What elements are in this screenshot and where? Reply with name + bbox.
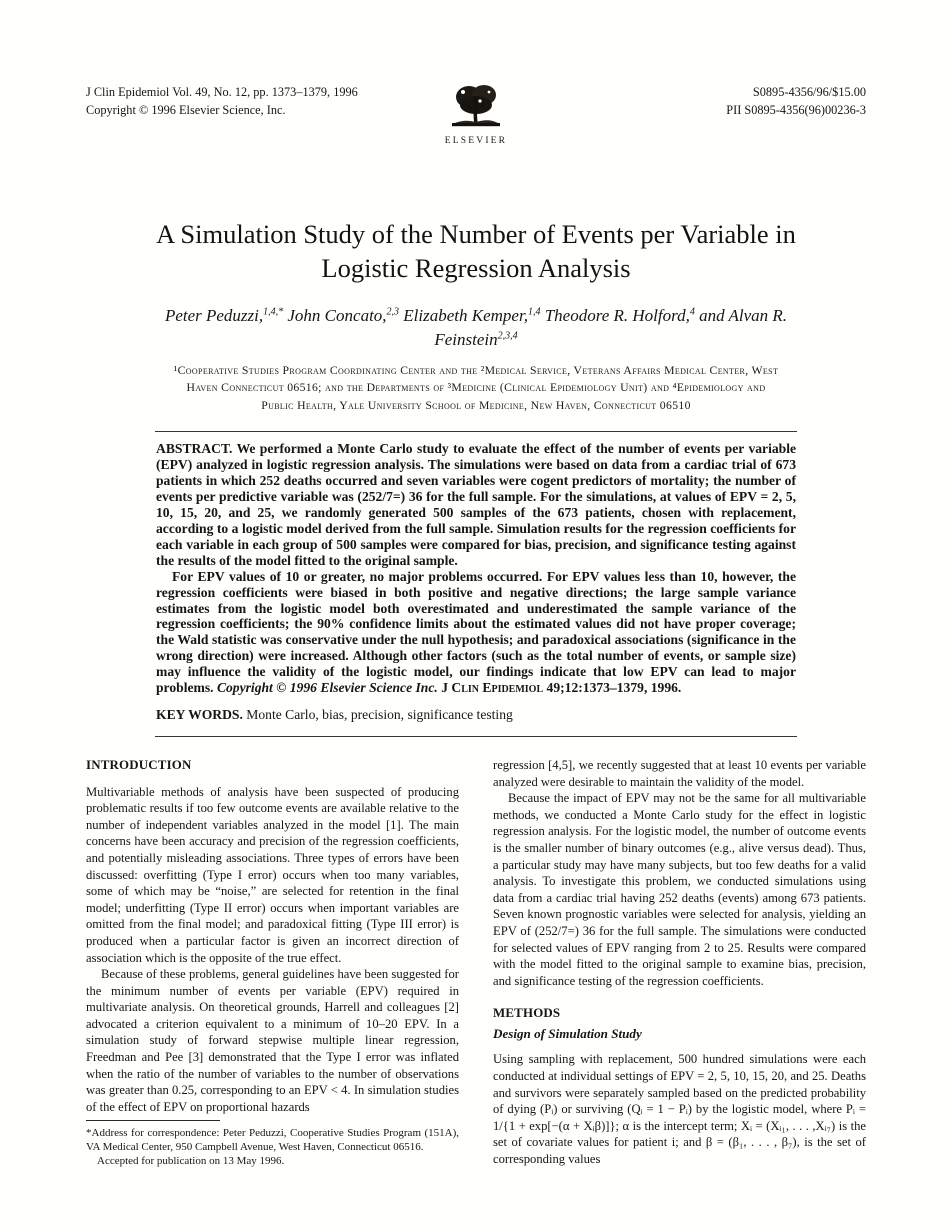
issn-line: S0895-4356/96/$15.00 [752, 85, 866, 99]
authors-line [146, 304, 806, 353]
abstract-paragraph-2 [156, 569, 796, 696]
author-superscript: 2,3 [386, 305, 400, 317]
elsevier-tree-icon [449, 82, 503, 135]
publisher-name: ELSEVIER [444, 136, 508, 146]
article-title [86, 218, 866, 286]
methods-subheading: Design of Simulation Study [493, 1025, 642, 1041]
masthead-left [86, 84, 358, 146]
keywords-text: Monte Carlo, bias, precision, significance testing [242, 706, 513, 722]
methods-paragraph-1: Using sampling with replacement, 500 hundred simulations were each conducted at individual settings of EPV = 2, 5, 10, 15, 20, and 25. Deaths and survivors were separately sampled based on the predicted probability of dying (Pᵢ) or surviving (Qᵢ = 1 − Pᵢ) by the logistic model, where Pᵢ = 1/{1 + exp[−(α + Xᵢβ)]}; α is the intercept term; Xᵢ = (Xᵢ₁, . . . ,Xᵢ₇) is the set of covariate values for patient i; and β = (β₁, . . . , β₇), is the set of corresponding values [493, 1052, 866, 1167]
author [399, 306, 540, 325]
author-name: Elizabeth Kemper, [399, 305, 528, 325]
introduction-heading: INTRODUCTION [86, 757, 192, 772]
introduction-paragraph-2: Because of these problems, general guidelines have been suggested for the minimum number of events per variable (EPV) required in multivariate analysis. On theoretical grounds, Harrell and colleagues [2] advocated a criterion equivalent to a minimum of 10–20 EPV. In a simulation study of forward stepwise multiple linear regression, Freedman and Pee [3] demonstrated that the Type I error was inflated when the ratio of the number of variables to the number of observations was greater than 0.25, corresponding to an EPV < 4. In simulation studies of the effect of EPV on proportional hazards [86, 967, 459, 1114]
affiliations: ¹Cooperative Studies Program Coordinating Center and the ²Medical Service, Veterans Affairs Medical Center, West Haven Connecticut 06516; and the Departments of ³Medicine (Clinical Epidemiology Unit) and ⁴Epidemiology and Public Health, Yale University School of Medicine, New Haven, Connecticut 06510 [173, 363, 779, 412]
left-column [86, 757, 459, 1169]
abstract-section [155, 431, 797, 737]
title-line-1: A Simulation Study of the Number of Events per Variable in [156, 219, 796, 249]
keywords-line [156, 707, 796, 723]
author-superscript: 1,4 [527, 305, 541, 317]
author [165, 306, 283, 325]
abstract-label: ABSTRACT. [156, 441, 233, 457]
introduction-paragraph-1: Multivariable methods of analysis have been suspected of producing problematic results if too few outcome events are available relative to the number of independent variables analyzed in the model [1]. The main concerns have been accuracy and precision of the regression coefficients, and potentially misleading associations. Three types of errors have been discussed: overfitting (Type I error) occurs when too many variables, some of which may be “noise,” are selected for retention in the final model; underfitting (Type II error) occurs when important variables are omitted from the final model; and paradoxical fitting (Type III error) is produced when a particular factor is given an incorrect direction of association which is the opposite of the true effect. [86, 784, 459, 965]
abstract-paragraph-1 [156, 441, 796, 568]
masthead-right [726, 84, 866, 146]
body-columns [86, 757, 866, 1169]
abstract-citation: J Clin Epidemiol 49;12:1373–1379, 1996. [437, 680, 682, 696]
abstract-text-1: We performed a Monte Carlo study to evaluate the effect of the number of events per variable (EPV) analyzed in logistic regression analysis. The simulations were based on data from a cardiac trial of 673 patients in which 252 deaths occurred and seven variables were cogent predictors of mortality; the number of events per predictive variable was (252/7=) 36 for the full sample. For the simulations, at values of EPV = 2, 5, 10, 15, 20, and 25, we randomly generated 500 samples of the 673 patients, chosen with replacement, according to a logistic model derived from the full sample. Simulation results for the regression coefficients for each variable in each group of 500 samples were compared for bias, precision, and significance testing against the results of the model fitted to the original sample. [156, 441, 797, 568]
footnote-rule [86, 1120, 220, 1121]
footnote [86, 1115, 459, 1169]
introduction-paragraph-4: Because the impact of EPV may not be the same for all multivariable methods, we conducted a Monte Carlo study for the effect in logistic regression analysis. For the logistic model, the number of outcome events is the smaller number of binary outcomes (e.g., alive versus dead). Thus, a particular study may have many subjects, but too few deaths for a valid analysis. To investigate this problem, we conducted simulations using data from a cardiac trial having 252 deaths (events) among 673 patients. Seven known prognostic variables were selected for analysis, yielding an EPV of (252/7=) 36 for the full sample. The simulations were conducted for selected values of EPV ranging from 2 to 25. Results were compared with the model fitted to the original sample to examine bias, precision, and significance testing of the regression coefficients. [493, 791, 866, 988]
masthead [86, 84, 866, 146]
author [540, 306, 694, 325]
footnote-accepted: Accepted for publication on 13 May 1996. [97, 1155, 285, 1168]
author-name: Peter Peduzzi, [164, 305, 264, 325]
keywords-label: KEY WORDS. [156, 706, 243, 722]
abstract-copyright: Copyright © 1996 Elsevier Science Inc. [216, 680, 438, 696]
footnote-address: *Address for correspondence: Peter Peduzzi, Cooperative Studies Program (151A), VA Medical Center, 950 Campbell Avenue, West Haven, Connecticut 06516. [86, 1127, 459, 1154]
author-superscript: 2,3,4 [497, 330, 518, 342]
author-name: and Alvan R. Feinstein [434, 305, 788, 350]
elsevier-logo [431, 82, 521, 146]
author [283, 306, 399, 325]
title-line-2: Logistic Regression Analysis [321, 252, 631, 283]
pii-line: PII S0895-4356(96)00236-3 [726, 102, 866, 117]
journal-line: J Clin Epidemiol Vol. 49, No. 12, pp. 1373–1379, 1996 [86, 85, 358, 99]
right-column [493, 757, 866, 1169]
author-name: John Concato, [283, 305, 387, 325]
author-name: Theodore R. Holford, [540, 305, 690, 325]
abstract-text-2: For EPV values of 10 or greater, no major problems occurred. For EPV values less than 10, however, the regression coefficients were biased in both positive and negative directions; the large sample variance estimates from the logistic model both overestimated and underestimated the sample variance of the regression coefficients; the 90% confidence limits about the estimated values did not have proper coverage; the Wald statistic was conservative under the null hypothesis; and paradoxical associations (significance in the wrong direction) were increased. Although other factors (such as the total number of events, or sample size) may influence the validity of the logistic model, our findings indicate that low EPV can lead to major problems. [156, 568, 796, 696]
author-superscript: 4 [689, 305, 695, 317]
introduction-paragraph-3: regression [4,5], we recently suggested that at least 10 events per variable analyzed were desirable to maintain the validity of the model. [493, 757, 866, 789]
copyright-line: Copyright © 1996 Elsevier Science, Inc. [86, 102, 286, 117]
author-superscript: 1,4,* [263, 305, 284, 317]
methods-heading: METHODS [493, 1006, 561, 1021]
